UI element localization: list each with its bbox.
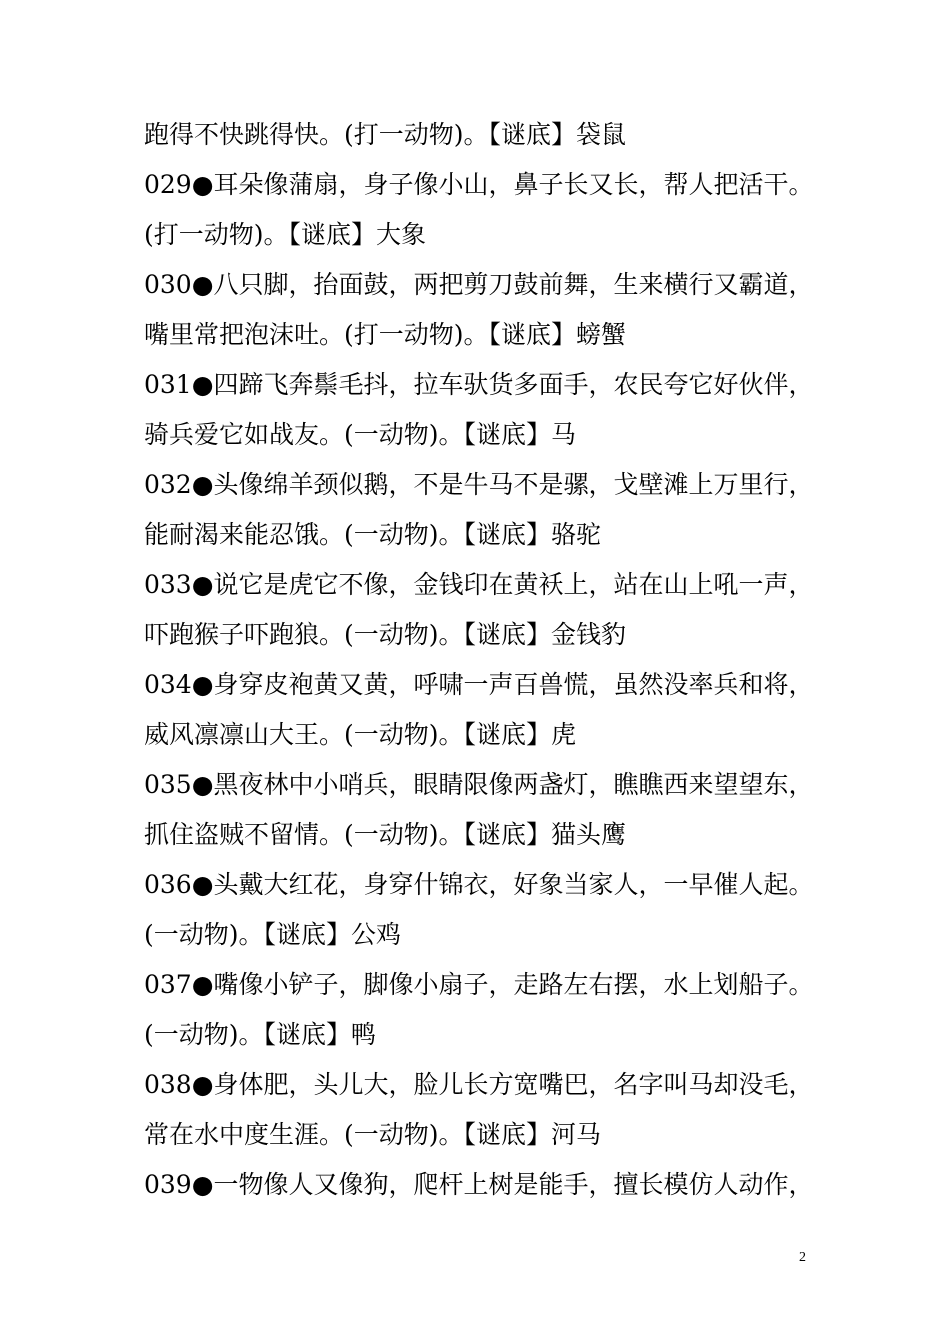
text-line: 032●头像绵羊颈似鹅，不是牛马不是骡，戈壁滩上万里行， (144, 470, 814, 499)
text-line: 骑兵爱它如战友。(一动物)。【谜底】马 (144, 420, 577, 449)
text-line: 抓住盗贼不留情。(一动物)。【谜底】猫头鹰 (144, 820, 627, 849)
text-line: 吓跑猴子吓跑狼。(一动物)。【谜底】金钱豹 (144, 620, 627, 649)
text-line: 嘴里常把泡沫吐。(打一动物)。【谜底】螃蟹 (144, 320, 627, 349)
page-number: 2 (799, 1250, 806, 1265)
text-line: 037●嘴像小铲子，脚像小扇子，走路左右摆，水上划船子。 (144, 970, 814, 999)
text-line: 能耐渴来能忍饿。(一动物)。【谜底】骆驼 (144, 520, 602, 549)
text-line: 033●说它是虎它不像，金钱印在黄袄上，站在山上吼一声， (144, 570, 814, 599)
text-line: 029●耳朵像蒲扇，身子像小山，鼻子长又长，帮人把活干。 (144, 170, 814, 199)
text-line: 031●四蹄飞奔鬃毛抖，拉车驮货多面手，农民夸它好伙伴， (144, 370, 814, 399)
text-line: 039●一物像人又像狗，爬杆上树是能手，擅长模仿人动作， (144, 1170, 814, 1199)
text-line: 034●身穿皮袍黄又黄，呼啸一声百兽慌，虽然没率兵和将， (144, 670, 814, 699)
text-line: (打一动物)。【谜底】大象 (144, 220, 427, 249)
text-line: 030●八只脚，抬面鼓，两把剪刀鼓前舞，生来横行又霸道， (144, 270, 814, 299)
text-line: (一动物)。【谜底】鸭 (144, 1020, 377, 1049)
text-line: 跑得不快跳得快。(打一动物)。【谜底】袋鼠 (144, 120, 627, 149)
text-line: 威风凛凛山大王。(一动物)。【谜底】虎 (144, 720, 577, 749)
text-line: 036●头戴大红花，身穿什锦衣，好象当家人，一早催人起。 (144, 870, 814, 899)
text-line: (一动物)。【谜底】公鸡 (144, 920, 402, 949)
text-line: 038●身体肥，头儿大，脸儿长方宽嘴巴，名字叫马却没毛， (144, 1070, 814, 1099)
text-line: 常在水中度生涯。(一动物)。【谜底】河马 (144, 1120, 602, 1149)
riddle-text-block (144, 110, 814, 1210)
text-line: 035●黑夜林中小哨兵，眼睛限像两盏灯，瞧瞧西来望望东， (144, 770, 814, 799)
